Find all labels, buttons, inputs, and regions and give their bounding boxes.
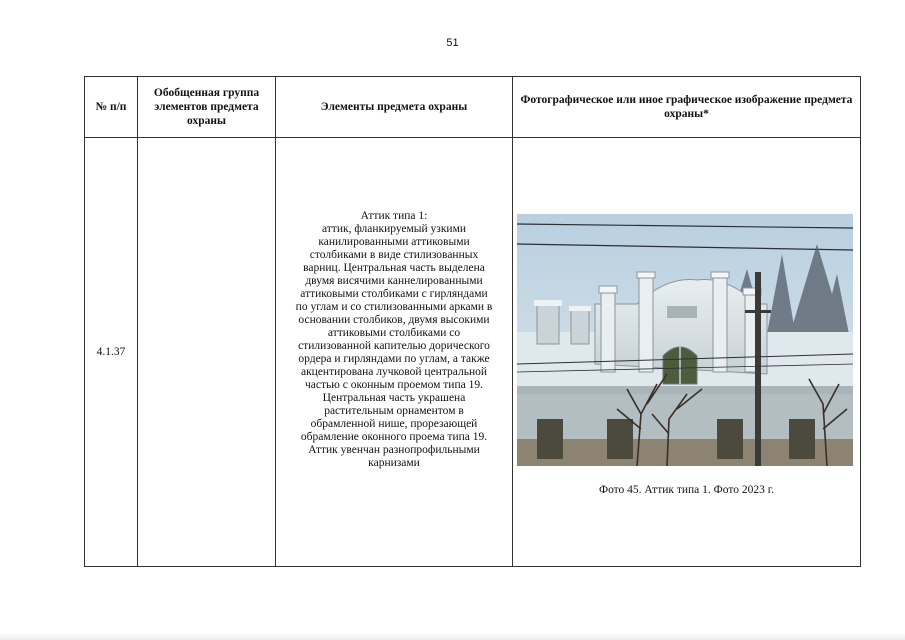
- description-line: растительным орнаментом в: [324, 405, 464, 417]
- description-line: основании столбиков, двумя высокими: [298, 314, 490, 326]
- description-line: Аттик типа 1:: [360, 210, 428, 222]
- protection-elements-table: [84, 76, 861, 567]
- table-header-row: [85, 77, 861, 138]
- description-line: аттиковыми столбиками со: [327, 327, 461, 339]
- description-line: аттик, фланкируемый узкими: [321, 223, 467, 235]
- description-line: ордера и гирляндами по углам, а также: [298, 353, 490, 365]
- description-text: [276, 210, 512, 470]
- page-number: 51: [446, 37, 459, 49]
- description-line: акцентирована лучковой центральной: [300, 366, 488, 378]
- row-group: [138, 138, 276, 567]
- header-elements: Элементы предмета охраны: [276, 77, 513, 138]
- scan-edge: [0, 632, 905, 640]
- photo-caption: Фото 45. Аттик типа 1. Фото 2023 г.: [599, 484, 774, 496]
- description-line: двумя висячими каннелированными: [305, 275, 483, 287]
- row-num: 4.1.37: [85, 138, 138, 567]
- row-description: [276, 138, 513, 567]
- description-line: варниц. Центральная часть выделена: [303, 262, 485, 274]
- header-num: № п/п: [85, 77, 138, 138]
- description-line: Аттик увенчан разнопрофильными: [308, 444, 480, 456]
- description-line: частью с оконным проемом типа 19.: [305, 379, 483, 391]
- description-line: канилированными аттиковыми: [318, 236, 470, 248]
- description-line: по углам и со стилизованными арками в: [295, 301, 493, 313]
- description-line: аттиковыми столбиками с гирляндами: [300, 288, 488, 300]
- description-line: столбиками в виде стилизованных: [309, 249, 479, 261]
- description-line: обрамление оконного проема типа 19.: [300, 431, 488, 443]
- table-row: [85, 138, 861, 567]
- description-line: стилизованной капителью дорического: [298, 340, 490, 352]
- description-line: Центральная часть украшена: [322, 392, 466, 404]
- header-photo: Фотографическое или иное графическое изображение предмета охраны*: [513, 77, 861, 138]
- row-photo-cell: [513, 138, 861, 567]
- description-line: обрамленной нише, прорезающей: [310, 418, 478, 430]
- header-group: Обобщенная группа элементов предмета охраны: [138, 77, 276, 138]
- description-line: карнизами: [368, 457, 420, 469]
- attic-photo: [517, 214, 853, 466]
